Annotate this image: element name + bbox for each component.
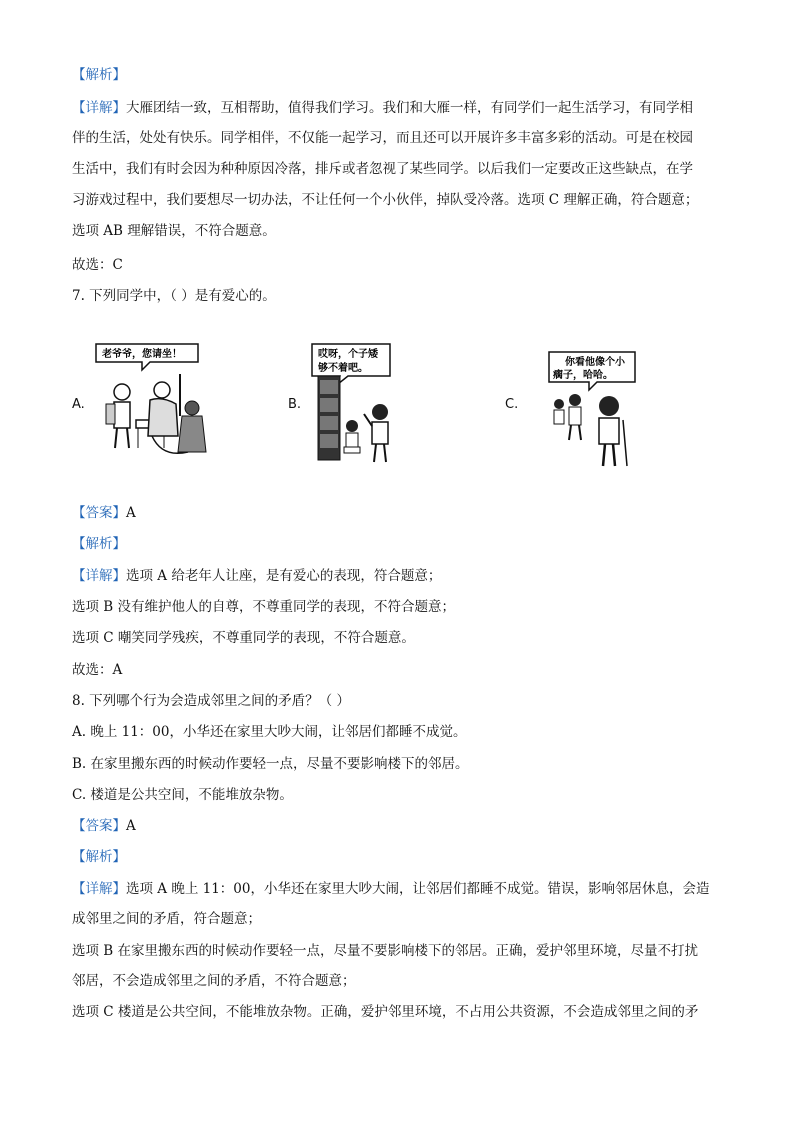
text-line: 选项 B 没有维护他人的自尊，不尊重同学的表现，不符合题意； [72,599,456,615]
option-a-text: A. 晚上 11：00，小华还在家里大吵大闹，让邻居们都睡不成觉。 [72,724,467,740]
option-b-text: B. 在家里搬东西的时候动作要轻一点，尽量不要影响楼下的邻居。 [72,756,469,772]
text-line: 选项 B 在家里搬东西的时候动作要轻一点，尽量不要影响楼下的邻居。正确，爱护邻里环境，尽量不打扰 [72,943,699,959]
question-8: 8. 下列哪个行为会造成邻里之间的矛盾？（ ） [72,693,350,709]
option-c-bubble-text-2: 瘸子，哈哈。 [553,370,613,381]
text-line: 选项 AB 理解错误，不符合题意。 [72,223,276,239]
text-line: 习游戏过程中，我们要想尽一切办法，不让任何一个小伙伴，掉队受冷落。选项 C 理解正确，符合题意； [72,192,699,208]
option-c-text: C. 楼道是公共空间，不能堆放杂物。 [72,787,293,803]
option-b-bubble-text-2: 够不着吧。 [318,363,368,374]
text-line: 邻居，不会造成邻里之间的矛盾，不符合题意； [72,973,356,989]
text-line: 选项 C 嘲笑同学残疾，不尊重同学的表现，不符合题意。 [72,630,415,646]
text-line: 成邻里之间的矛盾，符合题意； [72,911,261,927]
section-header-analysis: 【解析】 [72,536,126,552]
section-header-analysis: 【解析】 [72,67,126,83]
option-c-illustration [545,348,641,470]
option-b-bubble-text-1: 哎呀，个子矮 [318,349,378,360]
option-c-bubble-text-1: 你看他像个小 [565,357,625,368]
text-line: 生活中，我们有时会因为种种原因冷落，排斥或者忽视了某些同学。以后我们一定要改正这些缺点，在学 [72,161,693,177]
option-b-label: B. [288,397,302,412]
answer-line: 【答案】A [72,505,136,521]
option-c-label: C. [505,397,519,412]
question-7: 7. 下列同学中，（ ）是有爱心的。 [72,288,276,304]
option-a-bubble-text: 老爷爷，您请坐！ [102,349,182,360]
text-line: 伴的生活，处处有快乐。同学相伴，不仅能一起学习，而且还可以开展许多丰富多彩的活动。可是在校园 [72,130,693,146]
text-line: 【详解】选项 A 晚上 11：00，小华还在家里大吵大闹，让邻居们都睡不成觉。错误，影响邻居休息，会造 [72,881,710,897]
option-a-illustration [92,340,210,464]
text-line: 【详解】大雁团结一致，互相帮助，值得我们学习。我们和大雁一样，有同学们一起生活学习，有同学相 [72,100,693,116]
text-line: 选项 C 楼道是公共空间，不能堆放杂物。正确，爱护邻里环境，不占用公共资源，不会造成邻里之间的矛 [72,1004,699,1020]
text-line: 【详解】选项 A 给老年人让座，是有爱心的表现，符合题意； [72,568,442,584]
answer-choice-line: 故选：A [72,662,123,678]
answer-choice-line: 故选：C [72,257,123,273]
option-b-illustration [308,340,406,464]
section-header-analysis: 【解析】 [72,849,126,865]
answer-line: 【答案】A [72,818,136,834]
option-a-label: A. [72,397,85,412]
